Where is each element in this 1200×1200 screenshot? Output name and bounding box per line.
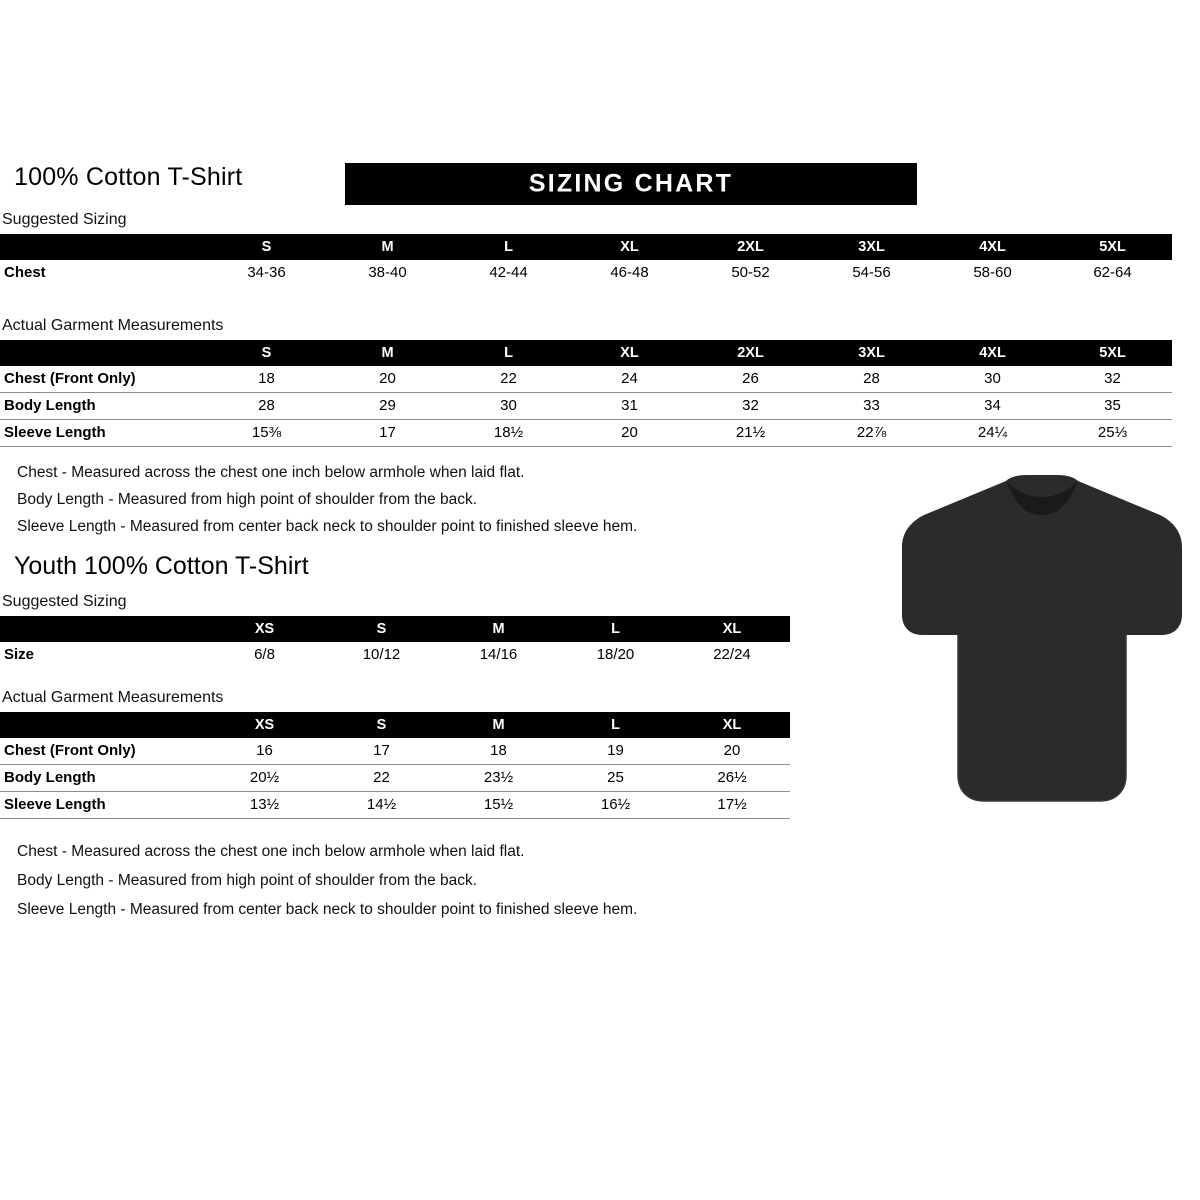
cell: 42-44 (489, 264, 528, 281)
row-label: Chest (4, 264, 46, 281)
cell: 26½ (717, 769, 747, 786)
cell: 28 (863, 370, 880, 387)
cell: 18/20 (596, 646, 635, 663)
cell: 25 (607, 769, 624, 786)
col-header: S (376, 717, 387, 733)
cell: 16 (256, 742, 273, 759)
table-row (0, 420, 1172, 447)
cell: 18 (490, 742, 507, 759)
cell: 6/8 (254, 646, 275, 663)
cell: 22 (500, 370, 517, 387)
cell: 22 (373, 769, 390, 786)
cell: 23½ (483, 769, 514, 786)
youth-suggested-sizing-label: Suggested Sizing (2, 593, 127, 610)
row-label: Sleeve Length (4, 796, 106, 813)
cell: 50-52 (731, 264, 770, 281)
col-header: L (611, 621, 620, 637)
youth-section-title: Youth 100% Cotton T-Shirt (14, 552, 309, 580)
tshirt-icon (898, 475, 1186, 805)
cell: 18½ (493, 424, 524, 441)
row-label: Chest (Front Only) (4, 370, 136, 387)
col-header: XL (722, 621, 742, 637)
cell: 54-56 (852, 264, 891, 281)
cell: 31 (621, 397, 638, 414)
col-header (0, 340, 206, 366)
cell: 32 (742, 397, 759, 414)
table-row (0, 260, 1172, 286)
cell: 15⅜ (251, 424, 282, 441)
youth-garment-measurements-label: Actual Garment Measurements (2, 689, 224, 706)
adult-suggested-sizing-table (0, 234, 1172, 286)
adult-suggested-sizing-label: Suggested Sizing (2, 211, 127, 228)
cell: 34-36 (247, 264, 286, 281)
cell: 33 (863, 397, 880, 414)
col-header: XL (620, 239, 639, 255)
col-header (0, 712, 206, 738)
cell: 20 (723, 742, 741, 759)
cell: 46-48 (610, 264, 649, 281)
col-header: 5XL (1099, 239, 1126, 255)
col-header: S (261, 345, 272, 361)
cell: 14/16 (479, 646, 518, 663)
adult-garment-measurements-label: Actual Garment Measurements (2, 317, 224, 334)
cell: 34 (984, 397, 1001, 414)
youth-note-sleeve-length: Sleeve Length - Measured from center back neck to shoulder point to finished sleeve hem. (17, 901, 638, 918)
col-header: 2XL (737, 239, 764, 255)
cell: 20 (621, 424, 638, 441)
cell: 19 (607, 742, 624, 759)
row-label: Size (4, 646, 35, 663)
row-label: Body Length (4, 397, 96, 414)
row-label: Chest (Front Only) (4, 742, 136, 759)
cell: 38-40 (368, 264, 407, 281)
table-header-row (0, 712, 790, 738)
sizing-chart-banner-label: SIZING CHART (528, 169, 734, 198)
col-header: L (504, 239, 513, 255)
adult-note-body-length: Body Length - Measured from high point of shoulder from the back. (17, 491, 478, 508)
col-header: XS (254, 621, 275, 637)
cell: 10/12 (362, 646, 401, 663)
col-header: M (492, 621, 505, 637)
cell: 22/24 (713, 646, 751, 663)
cell: 62-64 (1093, 264, 1132, 281)
adult-garment-measurements-table (0, 340, 1172, 447)
youth-suggested-sizing-table (0, 616, 790, 668)
cell: 25⅓ (1097, 424, 1128, 441)
cell: 14½ (366, 796, 397, 813)
table-row (0, 393, 1172, 420)
col-header: M (492, 717, 505, 733)
row-label: Body Length (4, 769, 96, 786)
col-header: XL (722, 717, 742, 733)
youth-garment-measurements-table (0, 712, 790, 819)
youth-note-body-length: Body Length - Measured from high point of shoulder from the back. (17, 872, 478, 889)
cell: 32 (1104, 370, 1121, 387)
col-header: XL (620, 345, 639, 361)
cell: 21½ (735, 424, 766, 441)
col-header: S (376, 621, 387, 637)
cell: 24¼ (977, 424, 1008, 441)
cell: 58-60 (973, 264, 1012, 281)
page-title: 100% Cotton T-Shirt (14, 163, 243, 191)
col-header: L (611, 717, 620, 733)
cell: 17½ (717, 796, 747, 813)
cell: 17 (379, 424, 396, 441)
col-header (0, 234, 206, 260)
cell: 26 (742, 370, 759, 387)
cell: 35 (1104, 397, 1121, 414)
table-header-row (0, 616, 790, 642)
cell: 24 (621, 370, 638, 387)
cell: 16½ (600, 796, 631, 813)
col-header: M (381, 345, 394, 361)
table-row (0, 642, 790, 668)
cell: 20 (379, 370, 396, 387)
table-row (0, 738, 790, 765)
col-header: 3XL (858, 239, 885, 255)
col-header: 3XL (858, 345, 885, 361)
col-header: 4XL (979, 345, 1006, 361)
cell: 17 (373, 742, 390, 759)
table-row (0, 765, 790, 792)
col-header: XS (254, 717, 275, 733)
col-header: 5XL (1099, 345, 1126, 361)
cell: 15½ (483, 796, 514, 813)
youth-note-chest: Chest - Measured across the chest one inch below armhole when laid flat. (17, 843, 525, 860)
sizing-chart-banner (345, 163, 917, 205)
cell: 30 (500, 397, 517, 414)
col-header: S (261, 239, 272, 255)
col-header: M (381, 239, 394, 255)
col-header: L (504, 345, 513, 361)
col-header: 2XL (737, 345, 764, 361)
table-header-row (0, 234, 1172, 260)
col-header (0, 616, 206, 642)
row-label: Sleeve Length (4, 424, 106, 441)
cell: 20½ (249, 769, 280, 786)
table-row (0, 792, 790, 819)
col-header: 4XL (979, 239, 1006, 255)
cell: 13½ (249, 796, 280, 813)
cell: 18 (258, 370, 275, 387)
header-row (14, 163, 1186, 203)
cell: 22⅞ (856, 424, 887, 441)
cell: 28 (258, 397, 275, 414)
adult-note-chest: Chest - Measured across the chest one inch below armhole when laid flat. (17, 464, 525, 481)
table-row (0, 366, 1172, 393)
cell: 29 (379, 397, 396, 414)
adult-note-sleeve-length: Sleeve Length - Measured from center back neck to shoulder point to finished sleeve hem. (17, 518, 638, 535)
cell: 30 (984, 370, 1001, 387)
table-header-row (0, 340, 1172, 366)
